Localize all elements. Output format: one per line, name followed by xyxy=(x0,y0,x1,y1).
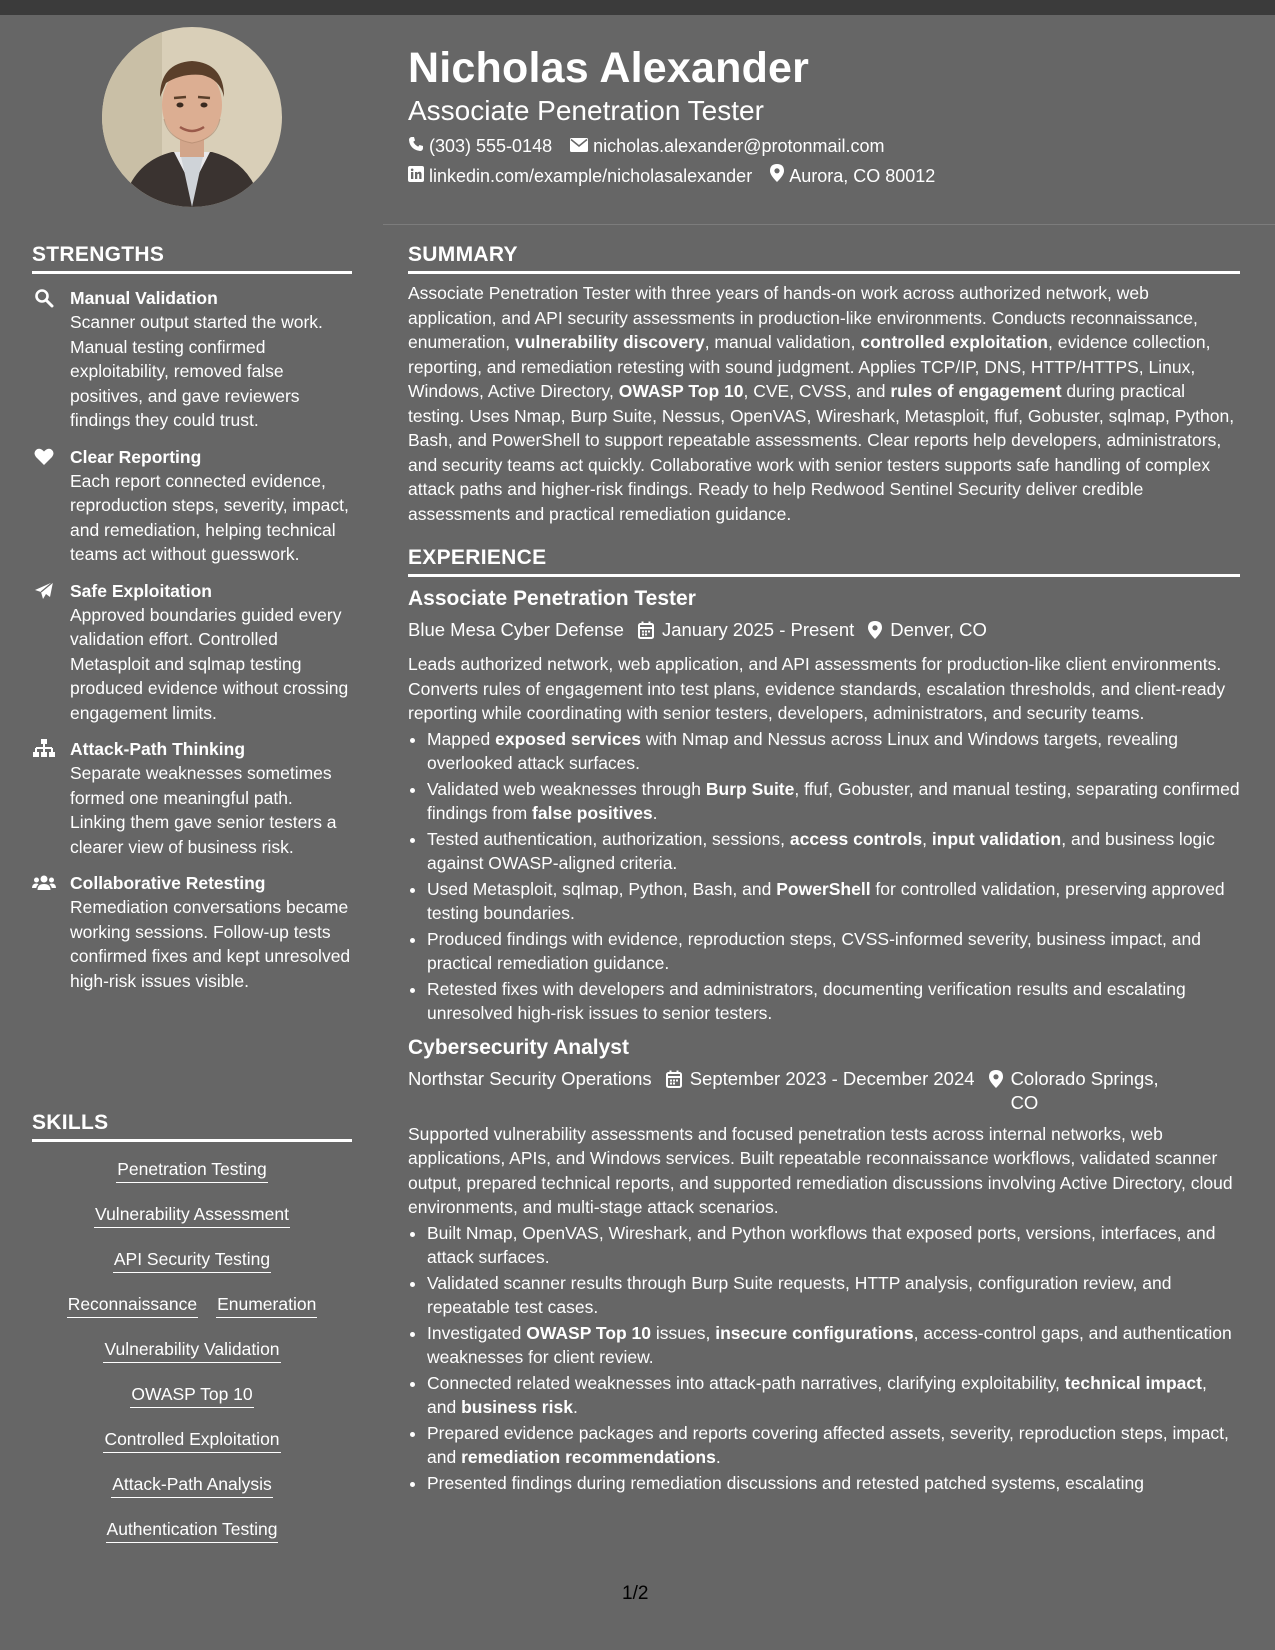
candidate-name: Nicholas Alexander xyxy=(408,44,810,92)
right-column xyxy=(408,243,1240,1496)
job-entry xyxy=(408,1034,1240,1496)
search-icon xyxy=(32,287,56,309)
job-bullets xyxy=(408,1221,1240,1496)
text-run: Retested fixes with developers and administrators, documenting verification results and escalating unresolved high-risk issues to senior testers. xyxy=(427,978,1186,1023)
text-run: during practical testing. Uses Nmap, Burp Suite, Nessus, OpenVAS, Wireshark, Metasploit, ffuf, Gobuster, sqlmap, Python, Bash, and PowerShell to support repeatable assessments. Clear reports help developers, administrators, and security teams act quickly. Collaborative work with senior testers supports safe handling of complex attack paths and higher-risk findings. Ready to help Redwood Sentinel Security deliver credible assessments and practical remediation guidance. xyxy=(408,381,1235,524)
text-run: , xyxy=(922,828,932,849)
calendar-icon xyxy=(666,1067,682,1094)
bold-text: access controls xyxy=(789,828,923,849)
text-run: , manual validation, xyxy=(704,332,861,352)
strengths-heading: STRENGTHS xyxy=(32,243,352,274)
text-run: Validated web weaknesses through xyxy=(427,778,706,799)
experience-heading: EXPERIENCE xyxy=(408,546,1240,577)
job-location xyxy=(989,1067,1179,1115)
text-run: Presented findings during remediation discussions and retested patched systems, escalating xyxy=(427,1472,1144,1493)
strength-item xyxy=(32,445,352,567)
strength-title: Collaborative Retesting xyxy=(70,873,266,893)
text-run: Produced findings with evidence, reproduction steps, CVSS-informed severity, business impact, and practical remediation guidance. xyxy=(427,928,1201,973)
text-run: Tested authentication, authorization, sessions, xyxy=(427,828,790,849)
email-text: nicholas.alexander@protonmail.com xyxy=(593,136,885,156)
skill-tag: API Security Testing xyxy=(113,1248,271,1273)
skill-tag: OWASP Top 10 xyxy=(130,1383,253,1408)
linkedin-icon xyxy=(408,164,424,188)
text-run: , access-control gaps, and authentication weaknesses for client review. xyxy=(427,1322,1232,1367)
job-dates-text: September 2023 - December 2024 xyxy=(689,1067,975,1089)
bold-text: remediation recommendations xyxy=(461,1447,716,1467)
job-title: Associate Penetration Tester xyxy=(408,587,696,610)
map-pin-icon xyxy=(868,618,882,645)
strength-item xyxy=(32,871,352,993)
text-run: Validated scanner results through Burp Suite requests, HTTP analysis, configuration review, and repeatable test cases. xyxy=(427,1272,1172,1317)
phone-text: (303) 555-0148 xyxy=(429,136,553,156)
strength-title: Manual Validation xyxy=(70,288,218,308)
sitemap-icon xyxy=(32,738,56,760)
strength-title: Clear Reporting xyxy=(70,446,202,467)
job-dates-text: January 2025 - Present xyxy=(661,619,855,640)
text-run: , CVE, CVSS, and xyxy=(743,381,891,401)
summary-text xyxy=(408,281,1240,526)
linkedin-text: linkedin.com/example/nicholasalexander xyxy=(429,166,753,186)
text-run: Associate Penetration Tester with three years of hands-on work across authorized network, web application, and API security assessments in production-like environments. Conducts reconnaissance, enumeration, xyxy=(408,283,1198,352)
job-bullet xyxy=(427,1371,1240,1420)
skill-tag: Attack-Path Analysis xyxy=(111,1473,273,1498)
text-run: issues, xyxy=(651,1322,716,1343)
strength-description: Separate weaknesses sometimes formed one meaningful path. Linking them gave senior testers a clearer view of business risk. xyxy=(70,763,337,857)
job-bullet xyxy=(427,1471,1240,1496)
profile-photo xyxy=(102,27,282,207)
text-run: Built Nmap, OpenVAS, Wireshark, and Python workflows that exposed ports, versions, interfaces, and attack surfaces. xyxy=(427,1222,1216,1267)
skills-row xyxy=(32,1287,352,1332)
text-run: Connected related weaknesses into attack-path narratives, clarifying exploitability, xyxy=(427,1372,1065,1393)
skills-heading: SKILLS xyxy=(32,1111,352,1142)
text-run: , evidence collection, reporting, and remediation retesting with sound judgment. Applies TCP/IP, DNS, HTTP/HTTPS, Linux, Windows, Active Directory, xyxy=(408,332,1211,401)
calendar-icon xyxy=(638,618,654,645)
strength-item xyxy=(32,737,352,859)
bold-text: technical impact xyxy=(1064,1372,1202,1393)
job-bullets xyxy=(408,727,1240,1026)
location-text: Aurora, CO 80012 xyxy=(789,166,936,186)
bold-text: Burp Suite xyxy=(705,778,795,799)
bold-text: OWASP Top 10 xyxy=(526,1322,652,1343)
text-run: Investigated xyxy=(427,1322,527,1343)
experience-section xyxy=(408,546,1240,1495)
bold-text: insecure configurations xyxy=(715,1322,914,1343)
strengths-section xyxy=(32,243,352,993)
job-bullet xyxy=(427,1271,1240,1320)
users-icon xyxy=(32,872,56,894)
text-run: Prepared evidence packages and reports covering affected assets, severity, reproduction steps, impact, and xyxy=(427,1422,1229,1467)
bold-text: exposed services xyxy=(495,728,642,749)
text-run: with Nmap and Nessus across Linux and Windows targets, revealing overlooked attack surfaces. xyxy=(427,728,1178,773)
strength-title: Safe Exploitation xyxy=(70,580,212,601)
job-dates xyxy=(638,618,854,645)
page-number: 1/2 xyxy=(622,1583,649,1604)
envelope-icon xyxy=(570,134,588,158)
job-company: Northstar Security Operations xyxy=(408,1067,652,1089)
skills-row xyxy=(32,1197,352,1242)
skills-row xyxy=(32,1422,352,1467)
skills-row xyxy=(32,1242,352,1287)
skill-tag: Vulnerability Assessment xyxy=(94,1203,290,1228)
strength-title: Attack-Path Thinking xyxy=(70,739,246,759)
skill-tag: Vulnerability Validation xyxy=(103,1338,280,1363)
job-bullet xyxy=(427,977,1240,1026)
job-summary: Leads authorized network, web application, and API assessments for production-like client environments. Converts rules of engagement into test plans, evidence standards, escalation thresholds, and client-ready reporting while coordinating with senior testers, developers, administrators, and security teams. xyxy=(408,654,1226,723)
bold-text: false positives xyxy=(532,803,653,823)
resume-page xyxy=(0,15,1275,1650)
location-contact xyxy=(770,164,935,188)
job-summary: Supported vulnerability assessments and focused penetration tests across internal networks, web applications, APIs, and Windows services. Built repeatable reconnaissance workflows, validated scanner output, prepared technical reports, and supported remediation discussions involving Active Directory, cloud environments, and multi-stage attack scenarios. xyxy=(408,1123,1233,1217)
skill-tag: Reconnaissance xyxy=(67,1293,198,1318)
contact-row-2 xyxy=(408,164,1238,188)
candidate-title: Associate Penetration Tester xyxy=(408,95,764,126)
skills-section xyxy=(32,1111,352,1557)
strength-description: Remediation conversations became working sessions. Follow-up tests confirmed fixes and kept unresolved high-risk issues visible. xyxy=(70,897,351,991)
text-run: . xyxy=(715,1447,721,1467)
contact-row-1 xyxy=(408,134,1238,158)
strength-description: Scanner output started the work. Manual testing confirmed exploitability, removed false positives, and gave reviewers findings they could trust. xyxy=(70,312,323,430)
text-run: Used Metasploit, sqlmap, Python, Bash, and xyxy=(427,878,777,899)
bold-text: input validation xyxy=(931,828,1062,849)
map-pin-icon xyxy=(770,164,784,188)
job-location-text: Denver, CO xyxy=(890,619,987,640)
job-meta xyxy=(408,1067,1240,1115)
heart-icon xyxy=(32,446,56,468)
job-meta xyxy=(408,618,1240,645)
bold-text: OWASP Top 10 xyxy=(618,381,744,401)
phone-icon xyxy=(408,134,424,158)
strength-description: Approved boundaries guided every validation effort. Controlled Metasploit and sqlmap testing produced evidence without crossing engagement limits. xyxy=(70,604,349,723)
job-bullet xyxy=(427,1421,1240,1470)
bold-text: PowerShell xyxy=(776,878,871,899)
text-run: . xyxy=(572,1397,578,1417)
job-bullet xyxy=(427,827,1240,876)
header-divider xyxy=(383,224,1275,225)
skills-row xyxy=(32,1467,352,1512)
skills-row xyxy=(32,1152,352,1197)
job-bullet xyxy=(427,727,1240,776)
email-contact[interactable] xyxy=(570,134,884,158)
job-company: Blue Mesa Cyber Defense xyxy=(408,619,624,640)
job-entry xyxy=(408,585,1240,1026)
summary-heading: SUMMARY xyxy=(408,243,1240,274)
resume-header xyxy=(408,43,1238,188)
bold-text: business risk xyxy=(461,1397,573,1417)
strength-item xyxy=(32,286,352,433)
phone-contact xyxy=(408,134,552,158)
job-bullet xyxy=(427,1221,1240,1270)
text-run: , and xyxy=(427,1372,1207,1417)
paper-plane-icon xyxy=(32,580,56,602)
bold-text: vulnerability discovery xyxy=(515,332,705,352)
bold-text: controlled exploitation xyxy=(860,332,1048,352)
skill-tag: Controlled Exploitation xyxy=(103,1428,280,1453)
text-run: , and business logic against OWASP-aligned criteria. xyxy=(427,828,1215,873)
text-run: , ffuf, Gobuster, and manual testing, separating confirmed findings from xyxy=(427,778,1240,823)
job-title: Cybersecurity Analyst xyxy=(408,1035,629,1059)
map-pin-icon xyxy=(989,1067,1003,1094)
skills-row xyxy=(32,1332,352,1377)
skill-tag: Penetration Testing xyxy=(116,1158,268,1183)
job-bullet xyxy=(427,777,1240,826)
bold-text: rules of engagement xyxy=(890,381,1062,401)
skill-tag: Authentication Testing xyxy=(106,1518,279,1543)
job-bullet xyxy=(427,1321,1240,1370)
job-location xyxy=(868,618,987,645)
skills-list xyxy=(32,1142,352,1557)
job-bullet xyxy=(427,877,1240,926)
job-location-text: Colorado Springs, CO xyxy=(1010,1067,1159,1113)
strength-item xyxy=(32,579,352,726)
top-bar xyxy=(0,0,1275,15)
job-dates xyxy=(666,1067,975,1115)
job-bullet xyxy=(427,927,1240,976)
skills-row xyxy=(32,1377,352,1422)
text-run: Mapped xyxy=(427,728,496,749)
skills-row xyxy=(32,1512,352,1557)
skill-tag: Enumeration xyxy=(216,1293,317,1318)
text-run: for controlled validation, preserving approved testing boundaries. xyxy=(427,878,1225,923)
text-run: . xyxy=(652,803,658,823)
linkedin-contact[interactable] xyxy=(408,164,752,188)
strength-description: Each report connected evidence, reproduction steps, severity, impact, and remediation, helping technical teams act without guesswork. xyxy=(70,470,349,564)
